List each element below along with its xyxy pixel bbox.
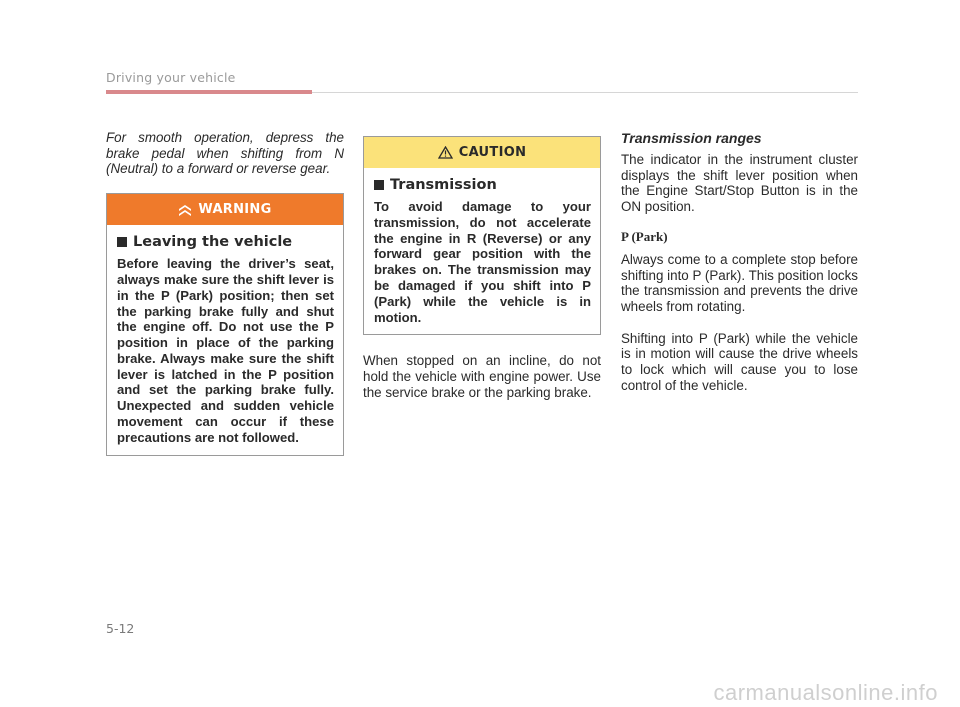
warning-header (107, 194, 343, 225)
transmission-ranges-heading: Transmission ranges (621, 130, 762, 146)
watermark: carmanualsonline.info (713, 680, 938, 705)
incline-paragraph: When stopped on an incline, do not hold the vehicle with engine power. Use the service brake or the parking brake. (363, 353, 601, 400)
intro-paragraph: For smooth operation, depress the brake pedal when shifting from N (Neutral) to a forward or reverse gear. (106, 130, 344, 177)
caution-box (363, 136, 601, 335)
caution-title (374, 177, 591, 193)
warning-box (106, 193, 344, 456)
indicator-paragraph: The indicator in the instrument cluster displays the shift lever position when the Engine Start/Stop Button is in the ON position. (621, 152, 858, 215)
park-heading: P (Park) (621, 228, 668, 244)
caution-triangle-icon (438, 146, 453, 159)
page-number: 5-12 (106, 621, 135, 636)
caution-header (364, 137, 600, 168)
caution-label: CAUTION (458, 145, 527, 160)
header-rule (312, 92, 858, 93)
section-title: Driving your vehicle (106, 70, 236, 85)
caution-text: To avoid damage to your transmission, do not accelerate the engine in R (Reverse) or any forward gear position with the brakes on. The transmission may be damaged if you shift into P (Park) while the vehicle is in motion. (374, 199, 591, 325)
caution-title-text: Transmission (390, 177, 497, 193)
column-2 (363, 130, 601, 400)
park-motion-paragraph: Shifting into P (Park) while the vehicle is in motion will cause the drive wheels to lock which will cause you to lose control of the vehicle. (621, 330, 858, 393)
warning-title (117, 234, 334, 250)
bullet-square-icon (117, 237, 127, 247)
double-chevron-warning-icon (178, 204, 192, 216)
bullet-square-icon (374, 180, 384, 190)
header-accent-rule (106, 90, 312, 94)
park-paragraph: Always come to a complete stop before shifting into P (Park). This position locks the transmission and prevents the drive wheels from rotating. (621, 251, 858, 314)
column-1 (106, 130, 344, 456)
column-3 (621, 130, 858, 393)
warning-text: Before leaving the driver’s seat, always make sure the shift lever is in the P (Park) position; then set the parking brake fully and shut the engine off. Do not use the P position in place of the parking brake. Always make sure the shift lever is latched in the P position and set the parking brake fully. Unexpected and sudden vehicle movement can occur if these precautions are not followed. (117, 256, 334, 445)
warning-title-text: Leaving the vehicle (133, 234, 293, 251)
warning-label: WARNING (198, 202, 272, 218)
